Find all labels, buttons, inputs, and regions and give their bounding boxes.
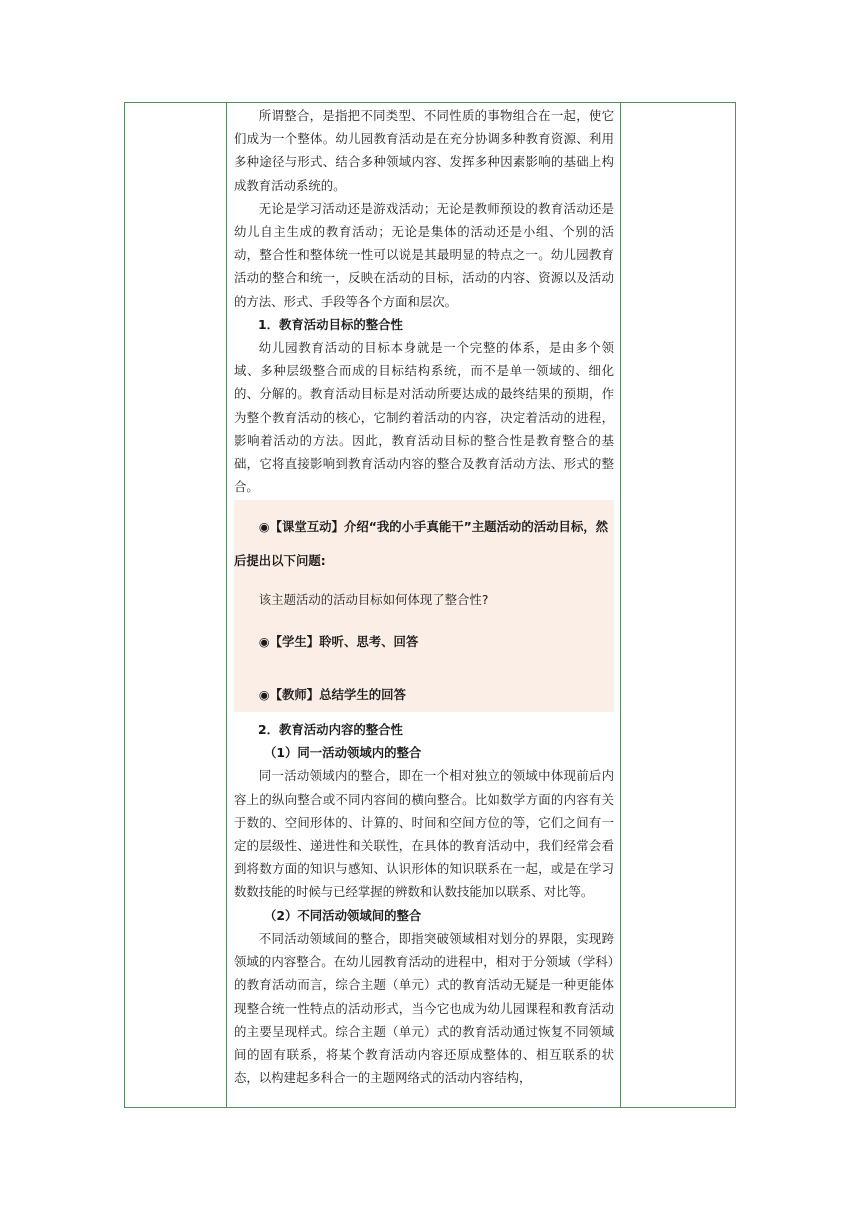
interaction-prompt: ◉【课堂互动】介绍“我的小手真能干”主题活动的活动目标，然后提出以下问题: — [234, 519, 609, 569]
lesson-content — [234, 104, 614, 1089]
subheading-within-domain: （1）同一活动领域内的整合 — [264, 745, 422, 761]
interaction-question: 该主题活动的活动目标如何体现了整合性? — [258, 592, 489, 608]
paragraph-cross-domain: 不同活动领域间的整合，即指突破领域相对划分的界限，实现跨领域的内容整合。在幼儿园教育活动的进程中，相对于分领域（学科）的教育活动而言，综合主题（单元）式的教育活动无疑是一种更能体现整合统一性特点的活动形式，当今它也成为幼儿园课程和教育活动的主要呈现样式。综合主题（单元）式的教育活动通过恢复不同领域间的固有联系，将某个教育活动内容还原成整体的、相互联系的状态，以构建起多科合一的主题网络式的活动内容结构， — [234, 930, 614, 1086]
paragraph-integration-definition: 所谓整合，是指把不同类型、不同性质的事物组合在一起，使它们成为一个整体。幼儿园教育活动是在充分协调多种教育资源、利用多种途径与形式、结合多种领域内容、发挥多种因素影响的基础上构成教育活动系统的。 — [234, 108, 614, 193]
table-column-divider-left — [226, 103, 227, 1107]
paragraph-within-domain: 同一活动领域内的整合，即在一个相对独立的领域中体现前后内容上的纵向整合或不同内容间的横向整合。比如数学方面的内容有关于数的、空间形体的、计算的、时间和空间方位的等，它们之间有一定的层级性、递进性和关联性，在具体的教育活动中，我们经常会看到将数方面的知识与感知、认识形体的知识联系在一起，或是在学习数数技能的时候与已经掌握的辨数和认数技能加以联系、对比等。 — [234, 768, 614, 900]
interaction-student: ◉【学生】聆听、思考、回答 — [258, 633, 419, 649]
subheading-cross-domain: （2）不同活动领域间的整合 — [264, 907, 422, 923]
table-column-divider-right — [620, 103, 621, 1107]
paragraph-goal-integration: 幼儿园教育活动的目标本身就是一个完整的体系，是由多个领域、多种层级整合而成的目标结构系统，而不是单一领域的、细化的、分解的。教育活动目标是对活动所要达成的最终结果的预期，作为整个教育活动的核心，它制约着活动的内容，决定着活动的进程，影响着活动的方法。因此，教育活动目标的整合性是教育整合的基础，它将直接影响到教育活动内容的整合及教育活动方法、形式的整合。 — [234, 340, 614, 495]
classroom-interaction-box — [234, 500, 614, 712]
heading-content-integration: 2．教育活动内容的整合性 — [258, 722, 403, 738]
heading-goal-integration: 1．教育活动目标的整合性 — [258, 316, 403, 332]
paragraph-integration-features: 无论是学习活动还是游戏活动；无论是教师预设的教育活动还是幼儿自主生成的教育活动；无论是集体的活动还是小组、个别的活动，整合性和整体统一性可以说是其最明显的特点之一。幼儿园教育活动的整合和统一，反映在活动的目标，活动的内容、资源以及活动的方法、形式、手段等各个方面和层次。 — [234, 200, 614, 309]
interaction-teacher: ◉【教师】总结学生的回答 — [258, 686, 406, 702]
